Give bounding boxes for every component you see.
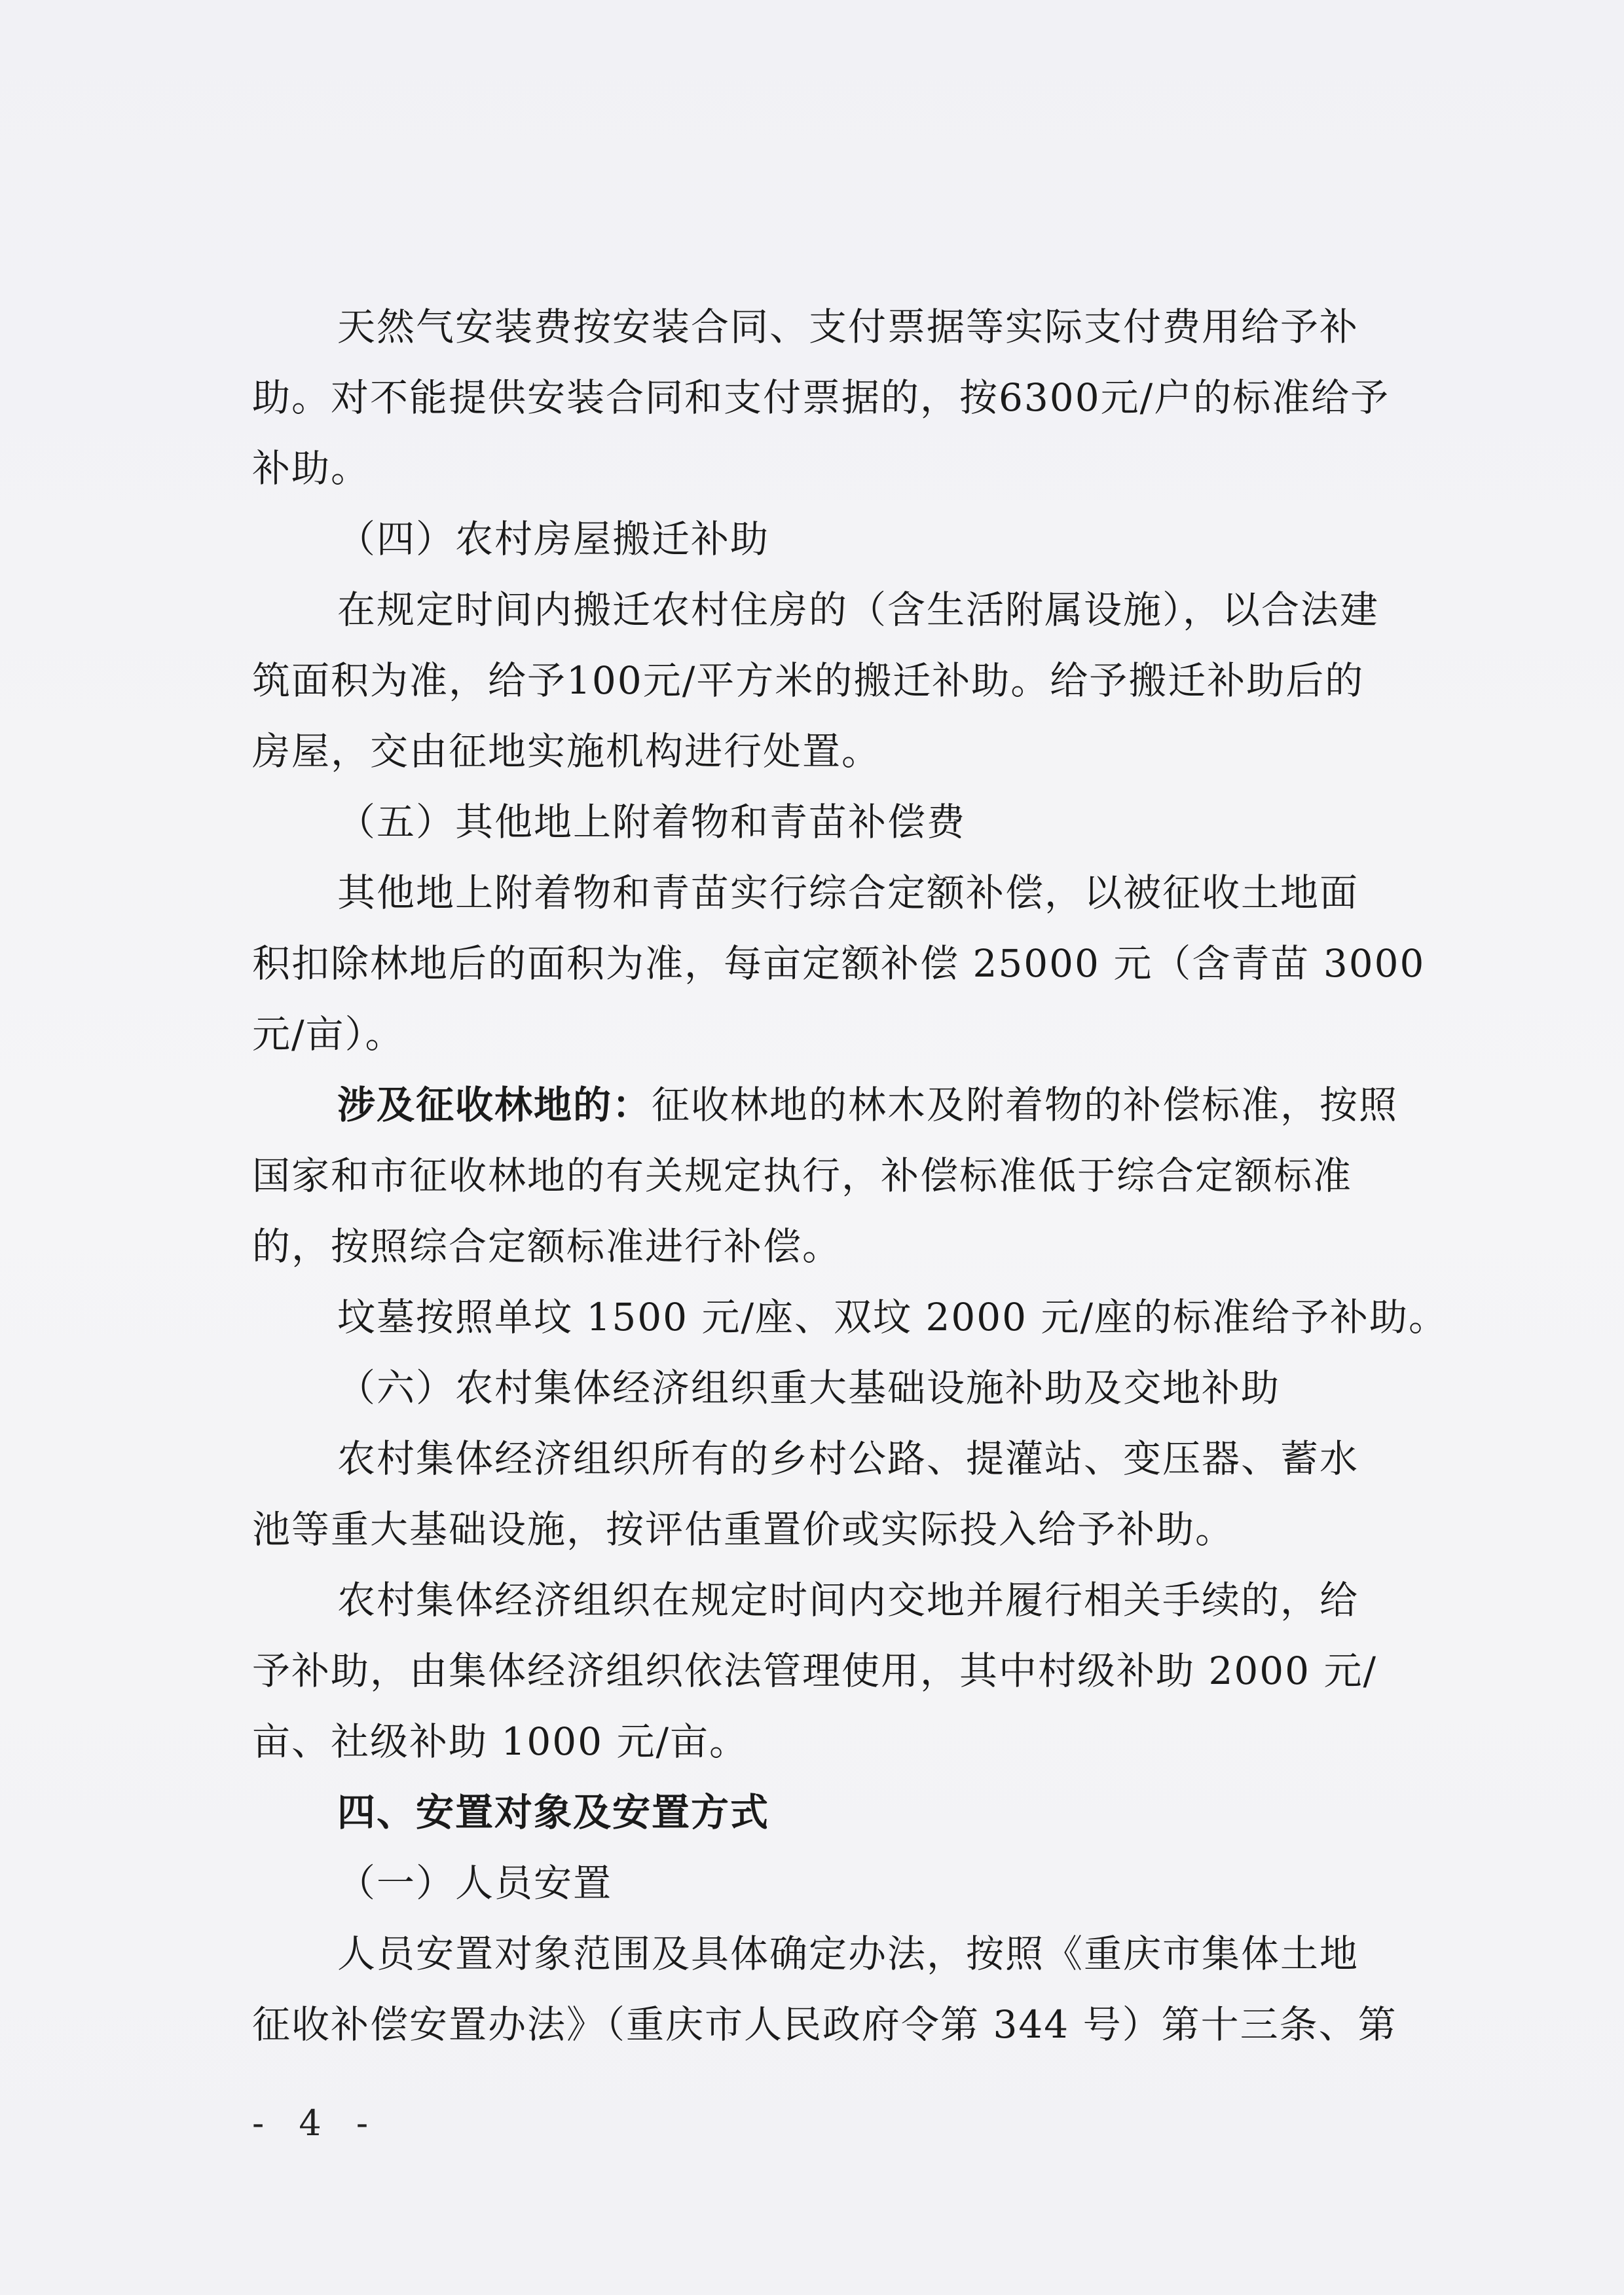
line-text: 国家和市征收林地的有关规定执行，补偿标准低于综合定额标准 — [252, 1153, 1353, 1198]
line-text: 天然气安装费按安装合同、支付票据等实际支付费用给予补 — [337, 305, 1359, 349]
section-heading-5 — [252, 787, 1457, 857]
paragraph-line — [252, 1282, 1457, 1353]
paragraph-line — [252, 1989, 1457, 2060]
line-text: 筑面积为准，给予100元/平方米的搬迁补助。给予搬迁补助后的 — [252, 658, 1365, 703]
bold-lead-text: 涉及征收林地的： — [337, 1083, 652, 1127]
line-text: 助。对不能提供安装合同和支付票据的，按6300元/户的标准给予 — [252, 375, 1390, 420]
paragraph-line — [252, 574, 1457, 645]
paragraph-line — [252, 1635, 1457, 1706]
paragraph-line — [252, 1494, 1457, 1565]
paragraph-line — [252, 999, 1457, 1070]
line-text: 征收补偿安置办法》（重庆市人民政府令第 344 号）第十三条、第 — [252, 2002, 1397, 2047]
paragraph-line — [252, 433, 1457, 504]
line-text: 元/亩）。 — [252, 1012, 405, 1056]
heading-text: （六）农村集体经济组织重大基础设施补助及交地补助 — [337, 1366, 1281, 1410]
paragraph-line — [252, 1423, 1457, 1494]
paragraph-line — [252, 1565, 1457, 1635]
heading-text: （四）农村房屋搬迁补助 — [337, 517, 770, 561]
line-text: 农村集体经济组织在规定时间内交地并履行相关手续的，给 — [337, 1578, 1359, 1622]
paragraph-line — [252, 1140, 1457, 1211]
section-heading-4 — [252, 504, 1457, 574]
line-text: 房屋，交由征地实施机构进行处置。 — [252, 729, 881, 774]
line-text: 征收林地的林木及附着物的补偿标准，按照 — [652, 1083, 1399, 1127]
line-text: 在规定时间内搬迁农村住房的（含生活附属设施），以合法建 — [337, 588, 1380, 632]
paragraph-line — [252, 1706, 1457, 1777]
section-heading-1 — [252, 1848, 1457, 1918]
page-number: - 4 - — [252, 2102, 380, 2144]
line-text: 积扣除林地后的面积为准，每亩定额补偿 25000 元（含青苗 3000 — [252, 941, 1426, 986]
paragraph-line — [252, 291, 1457, 362]
paragraph-line — [252, 928, 1457, 999]
line-text: 坟墓按照单坟 1500 元/座、双坟 2000 元/座的标准给予补助。 — [337, 1295, 1449, 1339]
line-text: 其他地上附着物和青苗实行综合定额补偿，以被征收土地面 — [337, 870, 1359, 915]
line-text: 予补助，由集体经济组织依法管理使用，其中村级补助 2000 元/ — [252, 1649, 1378, 1693]
chapter-heading — [252, 1777, 1457, 1848]
paragraph-line — [252, 362, 1457, 433]
line-text: 人员安置对象范围及具体确定办法，按照《重庆市集体土地 — [337, 1931, 1359, 1976]
paragraph-line — [252, 1918, 1457, 1989]
paragraph-line — [252, 1211, 1457, 1282]
heading-text: 四、安置对象及安置方式 — [337, 1790, 770, 1835]
paragraph-line — [252, 645, 1457, 716]
line-text: 农村集体经济组织所有的乡村公路、提灌站、变压器、蓄水 — [337, 1436, 1359, 1481]
line-text: 补助。 — [252, 446, 371, 491]
paragraph-line — [252, 1070, 1457, 1140]
document-body — [252, 291, 1457, 2060]
line-text: 的，按照综合定额标准进行补偿。 — [252, 1224, 842, 1269]
line-text: 池等重大基础设施，按评估重置价或实际投入给予补助。 — [252, 1507, 1235, 1552]
paragraph-line — [252, 716, 1457, 787]
paragraph-line — [252, 857, 1457, 928]
line-text: 亩、社级补助 1000 元/亩。 — [252, 1719, 749, 1764]
heading-text: （五）其他地上附着物和青苗补偿费 — [337, 800, 967, 844]
heading-text: （一）人员安置 — [337, 1861, 613, 1905]
section-heading-6 — [252, 1353, 1457, 1423]
